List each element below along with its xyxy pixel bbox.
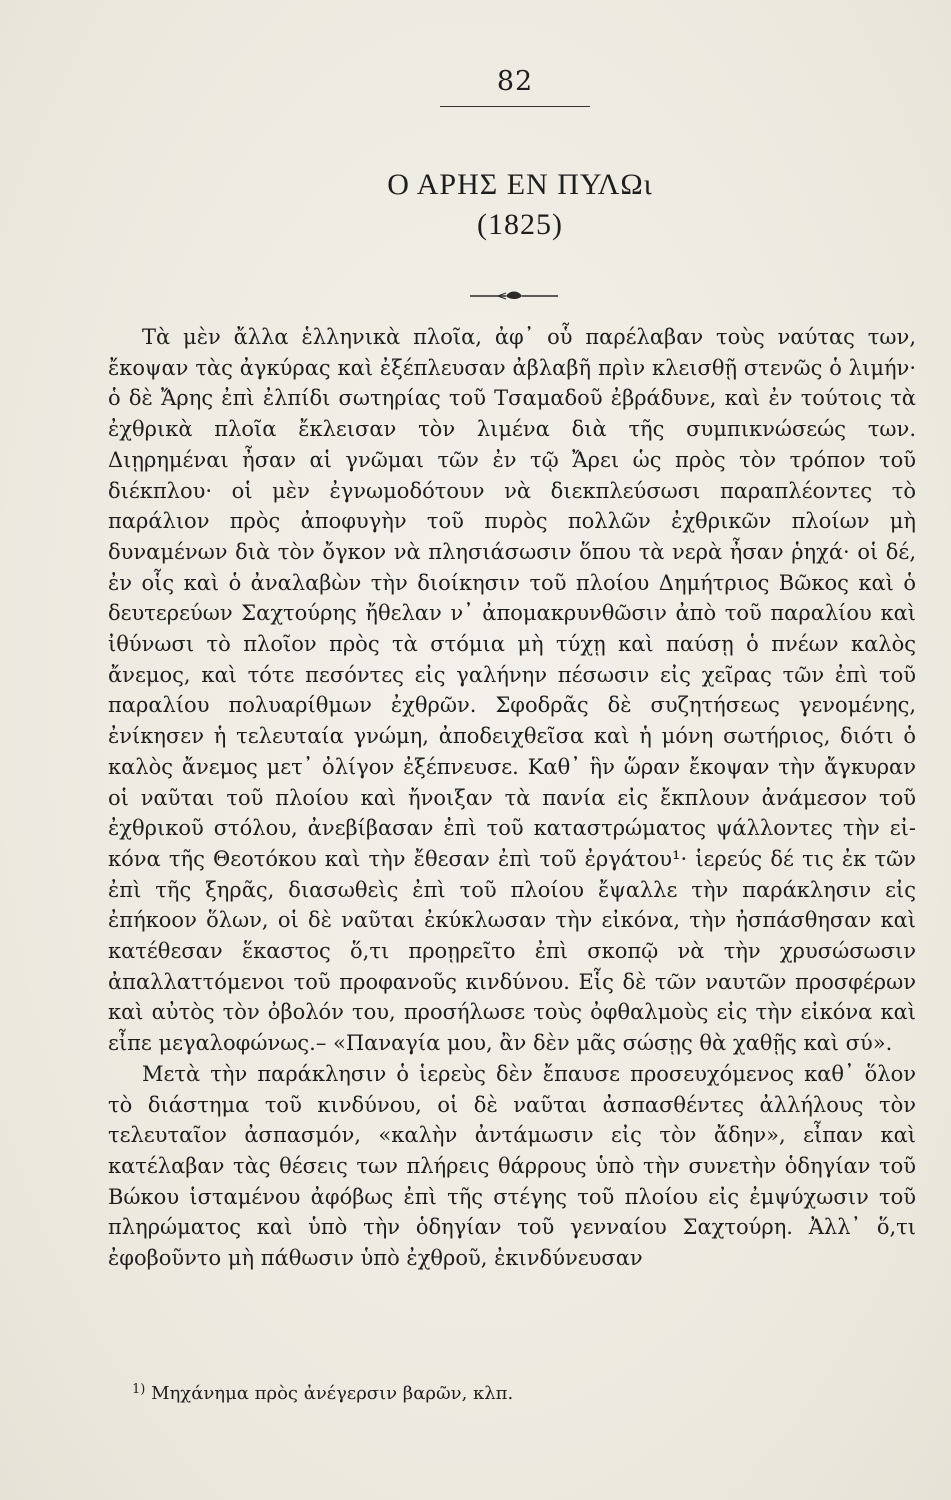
page-number: 82 [496, 66, 534, 97]
footnote-text: Μηχάνημα πρὸς ἀνέγερσιν βαρῶν, κλπ. [151, 1383, 514, 1404]
paragraph-2: Μετὰ τὴν παράκλησιν ὁ ἱερεὺς δὲν ἔπαυσε προσευχόμενος καθ᾽ ὅλον τὸ διάστημα τοῦ κινδύνου, οἱ δὲ ναῦται ἀσπασθέντες ἀλλήλους τὸν τελευταῖον ἀσπασμόν, «καλὴν ἀντάμωσιν εἰς τὸν ἄδην», εἶπαν καὶ κατέλαβαν τὰς θέσεις των πλήρεις θάρρους ὑπὸ τὴν συνετὴν ὁδηγίαν τοῦ Βώκου ἱσταμένου ἀφόβως ἐπὶ τῆς στέγης τοῦ πλοίου εἰς ἐμψύχωσιν τοῦ πληρώματος καὶ ὑπὸ τὴν ὁδηγίαν τοῦ γενναίου Σαχτούρη. Ἀλλ᾽ ὅ,τι ἐφοβοῦντο μὴ πάθωσιν ὑπὸ ἐχθροῦ, ἐκινδύνευσαν [108, 1061, 916, 1271]
header-rule [440, 106, 590, 107]
footnote-marker: 1) [132, 1382, 146, 1397]
paragraph-1: Τὰ μὲν ἄλλα ἑλληνικὰ πλοῖα, ἀφ᾽ οὗ παρέλαβαν τοὺς ναύτας των, ἔκοψαν τὰς ἀγκύρας καὶ ἐξέπλευσαν ἀβλαβῆ πρὶν κλεισθῇ στενῶς ὁ λιμήν· ὁ δὲ Ἄρης ἐπὶ ἐλπίδι σωτηρίας τοῦ Τσαμαδοῦ ἐβράδυνε, καὶ ἐν τούτοις τὰ ἐχθρικὰ πλοῖα ἔκλεισαν τὸν λιμένα διὰ τῆς συμπικνώσεώς των. Διῃρημέναι ἦσαν αἱ γνῶμαι τῶν ἐν τῷ Ἄρει ὡς πρὸς τὸν τρόπον τοῦ διέκπλου· οἱ μὲν ἐγνωμοδότουν νὰ διεκπλεύσωσι παραπλέοντες τὸ παράλιον πρὸς ἀποφυγὴν τοῦ πυρὸς πολλῶν ἐχθρικῶν πλοίων μὴ δυναμένων διὰ τὸν ὄγκον νὰ πλησιάσωσιν ὅπου τὰ νερὰ ἦσαν ῥηχά· οἱ δέ, ἐν οἷς καὶ ὁ ἀναλαβὼν τὴν διοίκησιν τοῦ πλοίου Δημήτριος Βῶκος καὶ ὁ δευτερεύων Σαχτούρης ἤθελαν ν᾽ ἀπομακρυνθῶσιν ἀπὸ τοῦ παραλίου καὶ ἰθύνωσι τὸ πλοῖον πρὸς τὰ στόμια μὴ τύχῃ καὶ παύσῃ ὁ πνέων καλὸς ἄνεμος, καὶ τότε πεσόντες εἰς γαλήνην πέσωσιν εἰς χεῖρας τῶν ἐπὶ τοῦ παραλίου πολυαρίθμων ἐχθρῶν. Σφοδρᾶς δὲ συζητήσεως γενομένης, ἐνίκησεν ἡ τελευταία γνώμη, ἀποδειχθεῖσα καὶ ἡ μόνη σωτήριος, διότι ὁ καλὸς ἄνεμος μετ᾽ ὀλίγον ἐξέπνευσε. Καθ᾽ ἣν ὥραν ἔκοψαν τὴν ἄγκυραν οἱ ναῦται τοῦ πλοίου καὶ ἤνοιξαν τὰ πανία εἰς ἔκπλουν ἀνάμεσον τοῦ ἐχθρικοῦ στόλου, ἀνεβίβασαν ἐπὶ τοῦ καταστρώματος ψάλλοντες τὴν εἰκόνα τῆς Θεοτόκου καὶ τὴν ἔθεσαν ἐπὶ τοῦ ἐργάτου¹· ἱερεύς δέ τις ἐκ τῶν ἐπὶ τῆς ξηρᾶς, διασωθεὶς ἐπὶ τοῦ πλοίου ἔψαλλε τὴν παράκλησιν εἰς ἐπήκοον ὅλων, οἱ δὲ ναῦται ἐκύκλωσαν τὴν εἰκόνα, τὴν ἠσπάσθησαν καὶ κατέθεσαν ἕκαστος ὅ,τι προῃρεῖτο ἐπὶ σκοπῷ νὰ τὴν χρυσώσωσιν ἀπαλλαττόμενοι τοῦ προφανοῦς κινδύνου. Εἷς δὲ τῶν ναυτῶν προσφέρων καὶ αὐτὸς τὸν ὀβολόν του, προσήλωσε τοὺς ὀφθαλμοὺς εἰς τὴν εἰκόνα καὶ εἶπε μεγαλοφώνως.– «Παναγία μου, ἂν δὲν μᾶς σώσῃς θὰ χαθῇς καὶ σύ». [108, 325, 916, 1056]
body-text [108, 322, 916, 1274]
ornament-divider-icon [468, 288, 560, 302]
chapter-year: (1825) [477, 208, 563, 241]
footnote [132, 1378, 912, 1406]
chapter-title: Ο ΑΡΗΣ ΕΝ ΠΥΛΩι [387, 168, 653, 201]
